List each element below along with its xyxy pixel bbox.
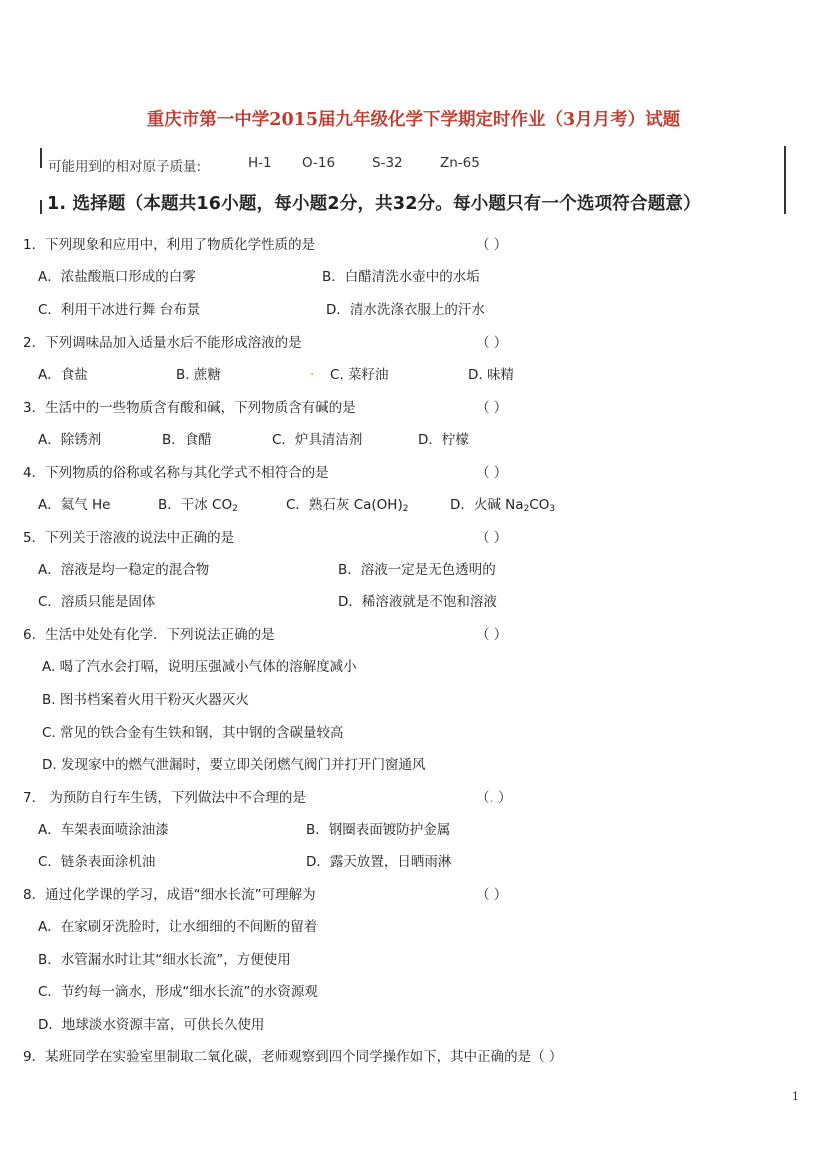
q1-option-c: C．利用干冰进行舞 台布景	[38, 302, 201, 318]
paren-dot: .	[489, 790, 494, 806]
q2-option-b: B. 蔗糖	[176, 367, 221, 383]
q4-option-a: A．氦气 He	[38, 497, 111, 513]
q4-option-d	[450, 493, 555, 514]
mass-h: H-1	[248, 155, 272, 171]
edit-mark-right	[784, 146, 786, 214]
question-3: 3．生活中的一些物质含有酸和碱，下列物质含有碱的是	[23, 400, 356, 416]
q6-option-d: D. 发现家中的燃气泄漏时，要立即关闭燃气阀门并打开门窗通风	[42, 757, 426, 773]
q8-option-b: B．水管漏水时让其“细水长流”，方便使用	[38, 952, 291, 968]
mass-zn: Zn-65	[440, 155, 480, 171]
q8-option-d: D．地球淡水资源丰富，可供长久使用	[38, 1017, 265, 1033]
q3-option-d: D．柠檬	[418, 432, 469, 448]
q2-option-c: C. 菜籽油	[330, 367, 389, 383]
q3-option-b: B．食醋	[162, 432, 212, 448]
question-4: 4．下列物质的俗称或名称与其化学式不相符合的是	[23, 465, 329, 481]
page-title: 重庆市第一中学2015届九年级化学下学期定时作业（3月月考）试题	[146, 110, 681, 130]
q4-option-c-text: C．熟石灰 Ca(OH)	[286, 497, 403, 513]
q6-option-b: B. 图书档案着火用干粉灭火器灭火	[42, 692, 249, 708]
q8-option-a: A．在家刷牙洗脸时，让水细细的不间断的留着	[38, 919, 318, 935]
q4-option-b-sub: 2	[232, 504, 238, 514]
mass-o: O-16	[302, 155, 336, 171]
q7-option-c: C．链条表面涂机油	[38, 854, 156, 870]
answer-paren-4: （ ）	[476, 465, 508, 481]
q4-option-b	[158, 493, 238, 514]
q4-option-d-sub1: 2	[523, 504, 530, 514]
q4-option-d-text2: CO	[529, 497, 550, 513]
answer-paren-6: （ ）	[476, 627, 508, 643]
q2-option-a: A．食盐	[38, 367, 88, 383]
question-5: 5．下列关于溶液的说法中正确的是	[23, 530, 235, 546]
atomic-masses	[48, 155, 480, 175]
question-1: 1．下列现象和应用中，利用了物质化学性质的是	[23, 237, 316, 253]
q5-option-b: B．溶液一定是无色透明的	[338, 562, 496, 578]
q1-option-d: D．清水洗涤衣服上的汗水	[326, 302, 485, 318]
q6-option-c: C. 常见的铁合金有生铁和钢，其中钢的含碳量较高	[42, 725, 344, 741]
answer-paren-5: （ ）	[476, 530, 508, 546]
paren-close: ）	[493, 790, 512, 806]
page-number: 1	[792, 1090, 799, 1103]
q6-option-a: A. 喝了汽水会打嗝，说明压强减小气体的溶解度减小	[42, 659, 357, 675]
mass-s: S-32	[372, 155, 403, 171]
question-9: 9．某班同学在实验室里制取二氧化碳，老师观察到四个同学操作如下，其中正确的是（ ）	[23, 1049, 563, 1065]
q4-option-d-text: D．火碱 Na	[450, 497, 524, 513]
q7-option-d: D．露天放置，日晒雨淋	[306, 854, 452, 870]
q1-option-a: A．浓盐酸瓶口形成的白雾	[38, 269, 196, 285]
q7-option-b: B．钢圈表面镀防护金属	[306, 822, 451, 838]
q3-option-c: C．炉具清洁剂	[272, 432, 363, 448]
answer-paren-7	[476, 786, 512, 806]
q5-option-c: C．溶质只能是固体	[38, 594, 156, 610]
q4-option-c	[286, 493, 408, 514]
q4-option-d-sub2: 3	[549, 504, 556, 514]
q4-option-b-text: B．干冰 CO	[158, 497, 233, 513]
q2-stray-dot: .	[310, 363, 315, 379]
question-2: 2．下列调味品加入适量水后不能形成溶液的是	[23, 335, 302, 351]
q5-option-a: A．溶液是均一稳定的混合物	[38, 562, 210, 578]
question-7: 7． 为预防自行车生锈，下列做法中不合理的是	[23, 790, 306, 806]
question-6: 6．生活中处处有化学．下列说法正确的是	[23, 627, 275, 643]
answer-paren-2: （ ）	[476, 335, 508, 351]
edit-mark-left-top	[40, 148, 42, 168]
paren-open: （	[476, 790, 490, 806]
edit-mark-left-bottom	[40, 200, 42, 214]
question-8: 8．通过化学课的学习，成语“细水长流”可理解为	[23, 887, 316, 903]
q3-option-a: A．除锈剂	[38, 432, 102, 448]
q5-option-d: D．稀溶液就是不饱和溶液	[338, 594, 497, 610]
answer-paren-3: （ ）	[476, 400, 508, 416]
masses-label: 可能用到的相对原子质量:	[48, 159, 202, 175]
answer-paren-8: （ ）	[476, 887, 508, 903]
answer-paren-1: （ ）	[476, 237, 508, 253]
q8-option-c: C．节约每一滴水，形成“细水长流”的水资源观	[38, 984, 318, 1000]
section-heading: 1. 选择题（本题共16小题，每小题2分，共32分。每小题只有一个选项符合题意）	[47, 194, 701, 214]
q1-option-b: B．白醋清洗水壶中的水垢	[322, 269, 480, 285]
q2-option-d: D. 味精	[468, 367, 514, 383]
q4-option-c-sub: 2	[402, 504, 409, 514]
q7-option-a: A．车架表面喷涂油漆	[38, 822, 169, 838]
